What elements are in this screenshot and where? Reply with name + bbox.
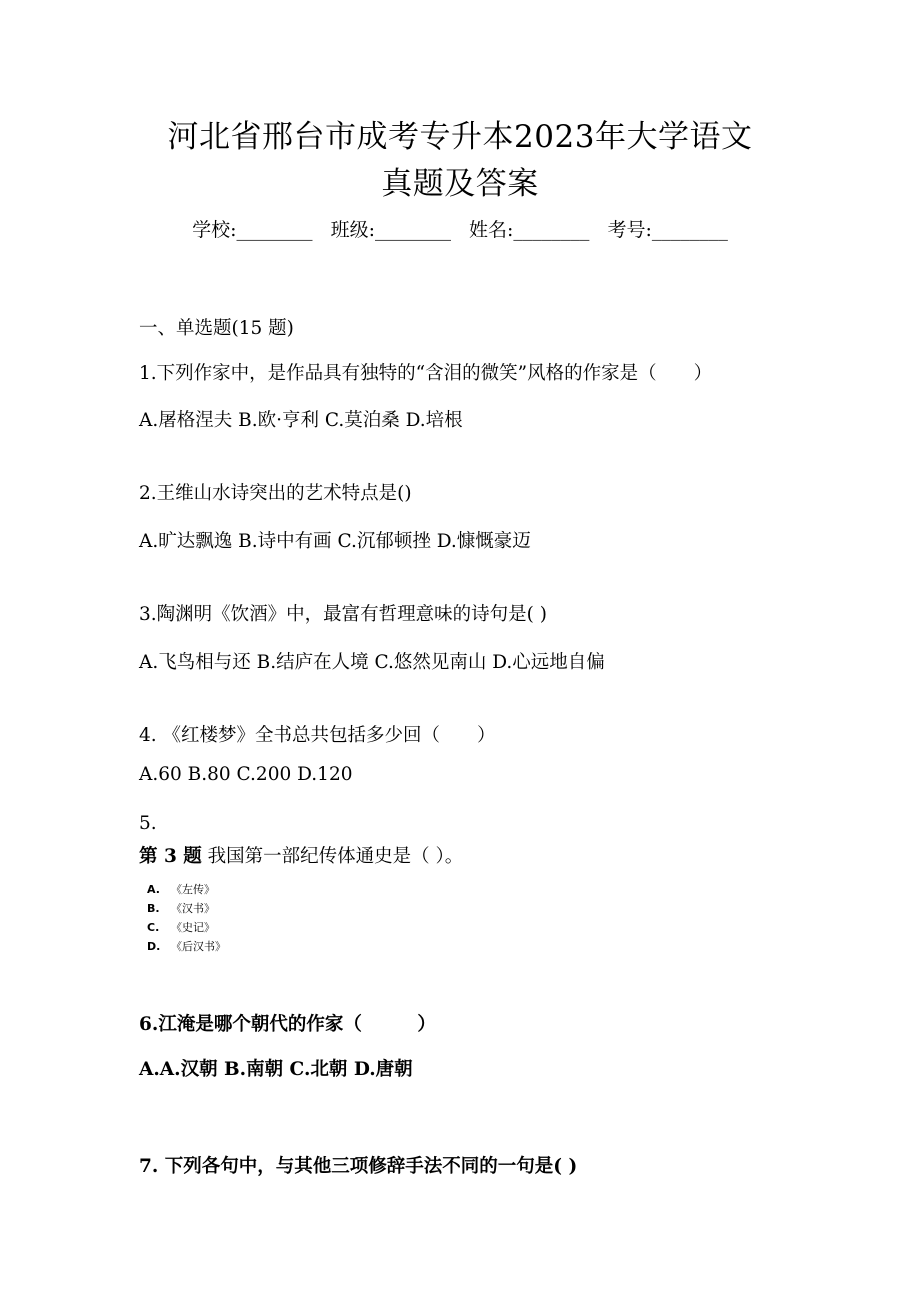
school-field: 学校:________ bbox=[192, 219, 313, 241]
question-5-option-c: C. 《史记》 bbox=[147, 921, 215, 934]
document-title-line-2: 真题及答案 bbox=[381, 166, 539, 202]
question-6-stem: 6.江淹是哪个朝代的作家（ ） bbox=[139, 1014, 436, 1035]
class-field: 班级:________ bbox=[330, 219, 451, 241]
question-5-stem: 我国第一部纪传体通史是（ ）。 bbox=[201, 846, 464, 867]
section-heading: 一、单选题(15 题) bbox=[139, 318, 294, 339]
question-2-options: A.旷达飘逸 B.诗中有画 C.沉郁顿挫 D.慷慨豪迈 bbox=[139, 531, 531, 552]
question-5-label: 第 3 题 bbox=[139, 846, 202, 867]
question-4-options: A.60 B.80 C.200 D.120 bbox=[139, 764, 353, 785]
question-5-stem-line bbox=[139, 844, 463, 870]
question-2-stem: 2.王维山水诗突出的艺术特点是() bbox=[139, 483, 412, 504]
question-7-stem: 7. 下列各句中，与其他三项修辞手法不同的一句是( ) bbox=[139, 1156, 578, 1177]
question-5-option-a: A. 《左传》 bbox=[147, 883, 215, 896]
question-3-stem: 3.陶渊明《饮酒》中，最富有哲理意味的诗句是( ) bbox=[139, 604, 547, 625]
question-1-stem: 1.下列作家中，是作品具有独特的“含泪的微笑”风格的作家是（ ） bbox=[139, 363, 713, 384]
question-6-options: A.A.汉朝 B.南朝 C.北朝 D.唐朝 bbox=[139, 1059, 413, 1080]
question-4-stem: 4. 《红楼梦》全书总共包括多少回（ ） bbox=[139, 725, 496, 746]
question-1-options: A.屠格涅夫 B.欧·亨利 C.莫泊桑 D.培根 bbox=[139, 410, 463, 431]
question-5-number: 5. bbox=[139, 813, 157, 834]
student-info-row bbox=[0, 216, 920, 244]
exam-number-field: 考号:________ bbox=[607, 219, 728, 241]
name-field: 姓名:________ bbox=[469, 219, 590, 241]
question-5-option-d: D. 《后汉书》 bbox=[147, 940, 226, 953]
question-3-options: A.飞鸟相与还 B.结庐在人境 C.悠然见南山 D.心远地自偏 bbox=[139, 652, 605, 673]
question-5-option-b: B. 《汉书》 bbox=[147, 902, 215, 915]
document-title-line-1: 河北省邢台市成考专升本2023年大学语文 bbox=[167, 119, 753, 155]
